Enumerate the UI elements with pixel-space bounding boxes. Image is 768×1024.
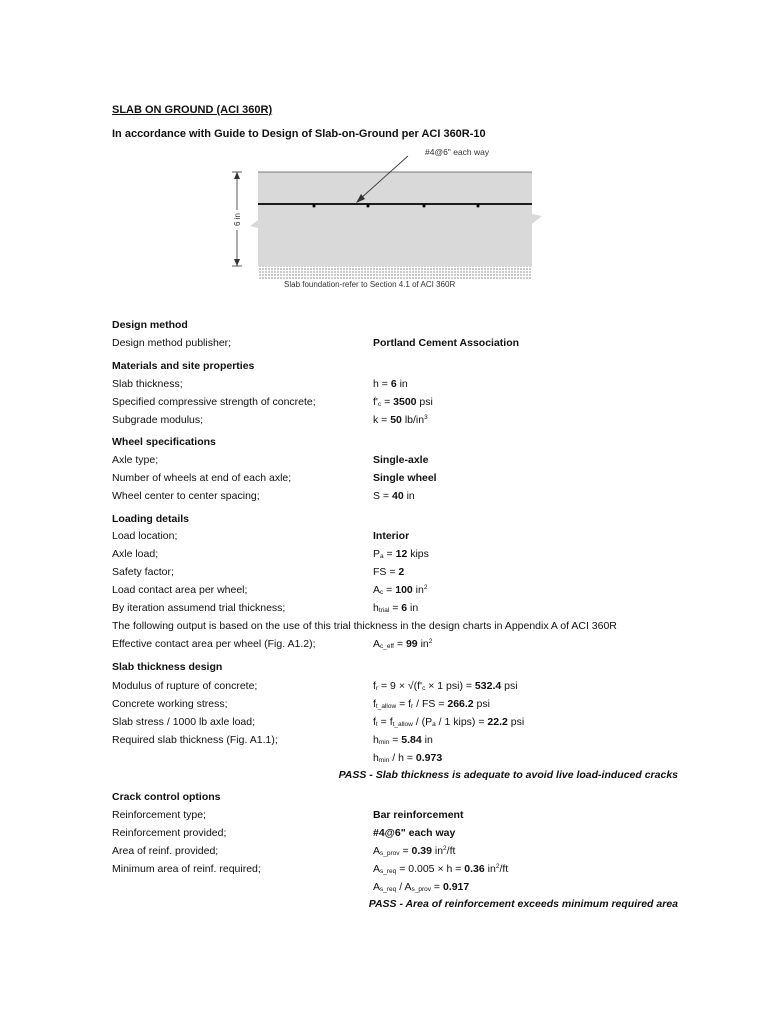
- safety-factor-label: Safety factor;: [112, 566, 174, 578]
- foundation-label: Slab foundation-refer to Section 4.1 of ACI 360R: [284, 280, 456, 289]
- mor-label: Modulus of rupture of concrete;: [112, 680, 258, 692]
- slab-stress-label: Slab stress / 1000 lb axle load;: [112, 716, 256, 728]
- publisher-label: Design method publisher;: [112, 337, 232, 349]
- materials-heading: Materials and site properties: [112, 360, 255, 372]
- reinf-area-label: Area of reinf. provided;: [112, 845, 219, 857]
- wheels-count-value: Single wheel: [373, 472, 437, 484]
- reinf-provided-value: #4@6" each way: [373, 827, 456, 839]
- slab-thickness-value: h = 6 in: [373, 378, 408, 390]
- working-stress-value: $f_{t\_allow} = f_r$ / FS = 266.2 psi: [373, 698, 490, 710]
- slab-stress-value: $f_t = f_{t\_allow} / (P_a / 1$ kips) = 22.2 psi: [373, 716, 525, 728]
- contact-area-value: $A_c = 100$ $in^2$: [373, 584, 428, 596]
- reinf-type-label: Reinforcement type;: [112, 809, 206, 821]
- mor-value: $f_r = 9 \times √(f'_c \times 1$ psi) = 532.4 psi: [373, 680, 518, 692]
- output-note: The following output is based on the use of this trial thickness in the design charts in Appendix A of ACI 360R: [112, 620, 617, 632]
- trial-thickness-label: By iteration assumend trial thickness;: [112, 602, 286, 614]
- effective-area-label: Effective contact area per wheel (Fig. A1.2);: [112, 638, 316, 650]
- slab-upper: [258, 172, 532, 204]
- reinf-pass-message: PASS - Area of reinforcement exceeds minimum required area: [368, 898, 678, 910]
- slab-lower: [250, 204, 542, 266]
- axle-type-value: Single-axle: [373, 454, 429, 466]
- rebar-label: #4@6" each way: [425, 147, 490, 157]
- trial-thickness-value: $h_{trial} = 6$ in: [373, 602, 419, 614]
- fc-label: Specified compressive strength of concrete;: [112, 396, 316, 408]
- crack-control-heading: Crack control options: [112, 791, 221, 803]
- working-stress-label: Concrete working stress;: [112, 698, 228, 710]
- loading-heading: Loading details: [112, 513, 190, 525]
- fc-value: $f'_c = 3500$ psi: [373, 396, 433, 408]
- subgrade-value: k = 50 $lb/in^3$: [373, 414, 428, 426]
- thickness-ratio-value: $h_{min} / h = 0.973$: [373, 752, 443, 764]
- axle-type-label: Axle type;: [112, 454, 159, 466]
- wheel-spacing-label: Wheel center to center spacing;: [112, 490, 260, 502]
- effective-area-value: $A_{c\_eff} = 99$ $in^2$: [373, 638, 433, 650]
- slab-foundation: [258, 266, 532, 280]
- thickness-label: 6 in: [233, 213, 242, 226]
- required-thickness-value: $h_{min} = 5.84$ in: [373, 734, 433, 746]
- safety-factor-value: FS = 2: [373, 566, 405, 578]
- publisher-value: Portland Cement Association: [373, 337, 520, 349]
- page-title: SLAB ON GROUND (ACI 360R): [112, 104, 273, 116]
- slab-section-diagram: [220, 142, 550, 292]
- load-location-label: Load location;: [112, 530, 178, 542]
- wheel-heading: Wheel specifications: [112, 436, 216, 448]
- slab-thickness-label: Slab thickness;: [112, 378, 183, 390]
- axle-load-value: $P_a = 12$ kips: [373, 548, 429, 560]
- min-reinf-value: $A_{s\_req} = 0.005 \times h = 0.36$ $in^2/ft$: [373, 863, 509, 875]
- reinf-type-value: Bar reinforcement: [373, 809, 464, 821]
- page-subtitle: In accordance with Guide to Design of Slab-on-Ground per ACI 360R-10: [112, 128, 486, 140]
- required-thickness-label: Required slab thickness (Fig. A1.1);: [112, 734, 278, 746]
- wheel-spacing-value: S = 40 in: [373, 490, 415, 502]
- min-reinf-label: Minimum area of reinf. required;: [112, 863, 261, 875]
- design-method-heading: Design method: [112, 319, 188, 331]
- thickness-design-heading: Slab thickness design: [112, 661, 223, 673]
- reinf-area-value: $A_{s\_prov} = 0.39$ $in^2/ft$: [373, 845, 456, 857]
- contact-area-label: Load contact area per wheel;: [112, 584, 248, 596]
- reinf-ratio-value: $A_{s\_req} / A_{s\_prov} = 0.917$: [373, 881, 470, 893]
- axle-load-label: Axle load;: [112, 548, 159, 560]
- load-location-value: Interior: [373, 530, 410, 542]
- subgrade-label: Subgrade modulus;: [112, 414, 204, 426]
- reinf-provided-label: Reinforcement provided;: [112, 827, 227, 839]
- thickness-pass-message: PASS - Slab thickness is adequate to avoid live load-induced cracks: [338, 769, 678, 781]
- wheels-count-label: Number of wheels at end of each axle;: [112, 472, 292, 484]
